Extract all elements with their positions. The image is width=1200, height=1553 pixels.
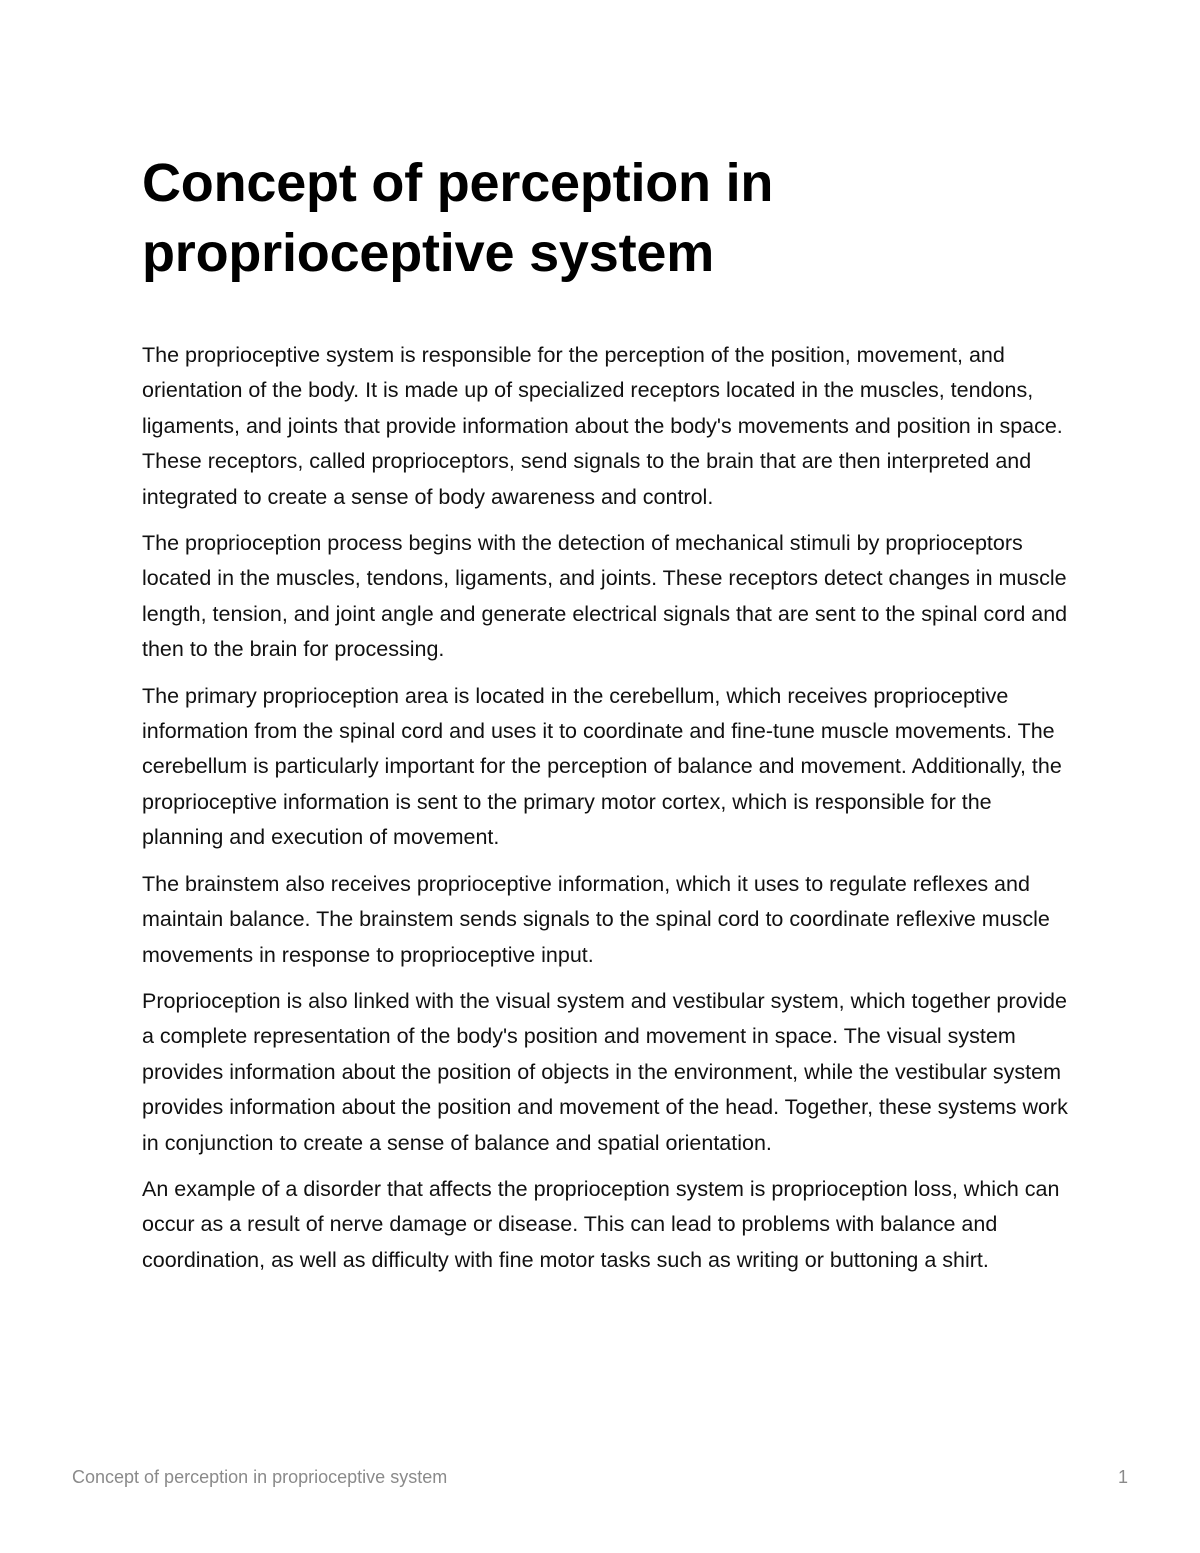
document-content xyxy=(142,148,1072,1289)
page-number: 1 xyxy=(1117,1467,1128,1487)
paragraph: The proprioceptive system is responsible for the perception of the position, movement, and orientation of the body. It is made up of specialized receptors located in the muscles, tendons, ligaments, and joints that provide information about the body's movements and position in space. These receptors, called proprioceptors, send signals to the brain that are then interpreted and integrated to create a sense of body awareness and control. xyxy=(142,343,1063,509)
paragraph: An example of a disorder that affects the proprioception system is proprioception loss, which can occur as a result of nerve damage or disease. This can lead to problems with balance and coordination, as well as difficulty with fine motor tasks such as writing or buttoning a shirt. xyxy=(142,1176,1060,1272)
paragraph: The primary proprioception area is located in the cerebellum, which receives proprioceptive information from the spinal cord and uses it to coordinate and fine-tune muscle movements. The cerebellum is particularly important for the perception of balance and movement. Additionally, the proprioceptive information is sent to the primary motor cortex, which is responsible for the planning and execution of movement. xyxy=(142,683,1062,850)
paragraph: The brainstem also receives proprioceptive information, which it uses to regulate reflexes and maintain balance. The brainstem sends signals to the spinal cord to coordinate reflexive muscle movements in response to proprioceptive input. xyxy=(142,871,1050,967)
document-body xyxy=(142,338,1072,1278)
document-title: Concept of perception in proprioceptive system xyxy=(142,153,774,283)
paragraph: Proprioception is also linked with the visual system and vestibular system, which together provide a complete representation of the body's position and movement in space. The visual system provides information about the position of objects in the environment, while the vestibular system provides information about the position and movement of the head. Together, these systems work in conjunction to create a sense of balance and spatial orientation. xyxy=(142,988,1068,1155)
paragraph: The proprioception process begins with the detection of mechanical stimuli by proprioceptors located in the muscles, tendons, ligaments, and joints. These receptors detect changes in muscle length, tension, and joint angle and generate electrical signals that are sent to the spinal cord and then to the brain for processing. xyxy=(142,531,1068,662)
footer-title: Concept of perception in proprioceptive system xyxy=(72,1467,448,1487)
page-footer xyxy=(72,1462,1128,1492)
